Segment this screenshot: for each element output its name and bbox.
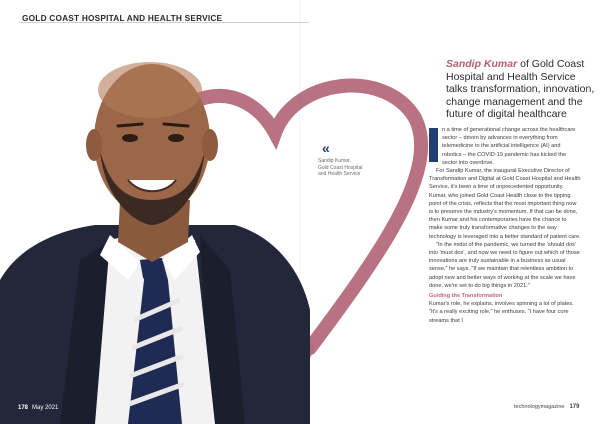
page-number: 178 <box>18 405 29 411</box>
paragraph: Kumar's role, he explains, involves spinning a lot of plates. "It's a really exciting role," he enthuses. "I have four core streams that I <box>429 301 574 324</box>
caption-line: and Health Service <box>318 171 361 178</box>
page-footer-right <box>514 404 579 410</box>
chevron-left-double-icon: « <box>322 140 327 156</box>
paragraph: "In the midst of the pandemic, we turned the 'should dos' into 'must dos', and now we need to figure out which of those innovations are truly sustainable in a business as usual sense," he says. "If we maintain that relentless ambition to adopt new and better ways of working at the scale we have done, we're set to do big things in 2021." <box>429 241 580 289</box>
issue-date: May 2021 <box>32 405 59 411</box>
portrait-photo <box>0 30 310 424</box>
subheading: Guiding the Transformation <box>429 293 503 300</box>
page-number: 179 <box>569 404 580 410</box>
article-body <box>429 126 581 325</box>
paragraph <box>429 126 581 167</box>
section-title: GOLD COAST HOSPITAL AND HEALTH SERVICE <box>22 13 223 23</box>
paragraph-text: n a time of generational change across the healthcare sector – driven by advances in everything from telemedicine to the artificial intelligence (AI) and robotics – the COVID-19 pandemic has kicked the sector into overdrive. <box>442 127 576 166</box>
publication-site: technologymagazine <box>514 404 565 410</box>
page-gutter <box>299 0 301 424</box>
drop-cap <box>429 128 438 162</box>
paragraph: For Sandip Kumar, the inaugural Executive Director of Transformation and Digital at Gold Coast Hospital and Health Service, it's been a time of unprecedented opportunity. Kumar, who joined Gold Coast Health close to the tipping point of the crisis, reflects that the most important thing now is to preserve the industry's momentum. If that can be done, then Kumar and his contemporaries have the chance to make some truly transformative changes to the way technology is leveraged into a better standard of patient care. <box>429 168 581 240</box>
page-footer-left <box>18 405 58 411</box>
caption-line: Sandip Kumar, <box>318 158 351 164</box>
caption-line: Gold Coast Hospital <box>318 164 363 171</box>
photo-caption <box>318 158 378 178</box>
headline-name: Sandip Kumar <box>446 58 518 70</box>
article-headline <box>446 58 596 121</box>
headline-text: of Gold Coast Hospital and Health Service talks transformation, innovation, change management and the future of digital healthcare <box>446 58 595 121</box>
